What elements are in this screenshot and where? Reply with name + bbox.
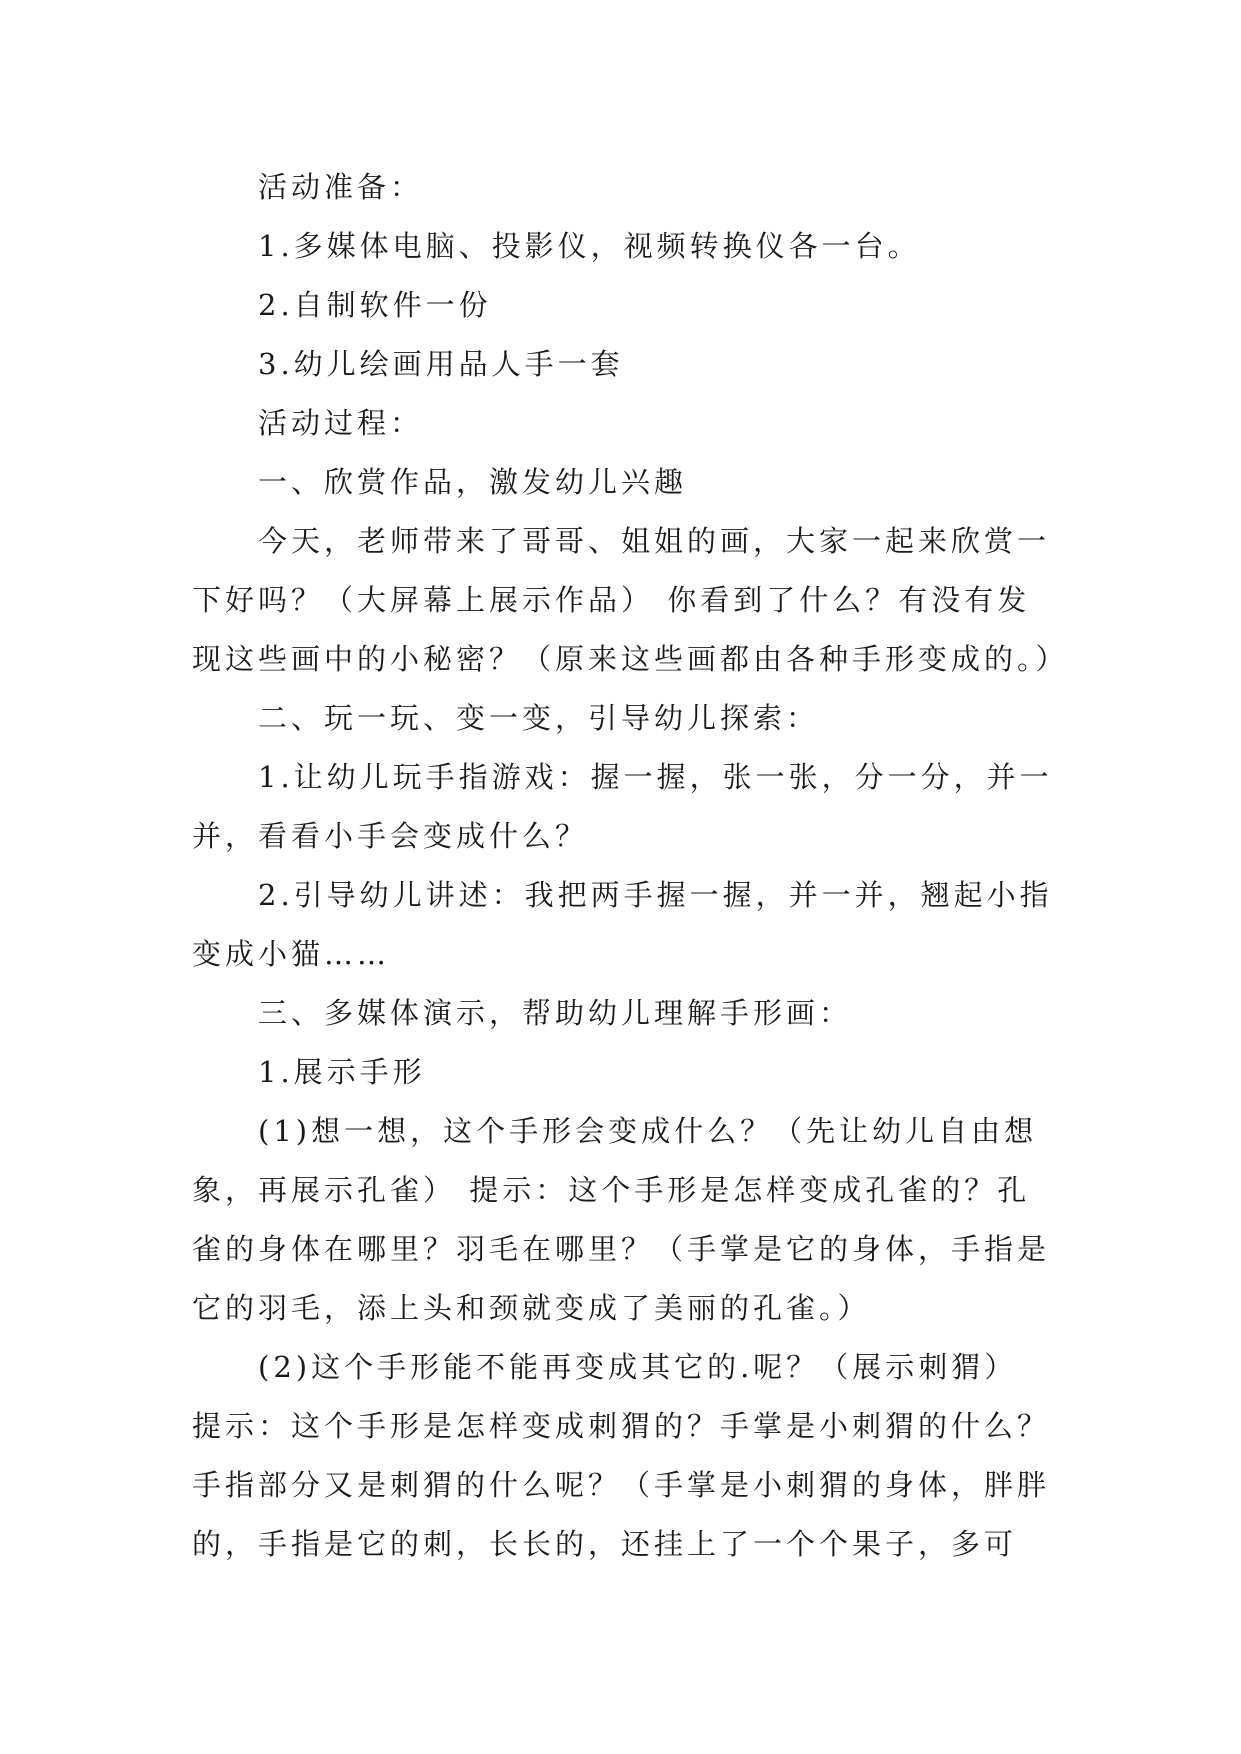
paragraph-line: 象，再展示孔雀） 提示：这个手形是怎样变成孔雀的？孔 bbox=[192, 1173, 1031, 1207]
document-paragraph bbox=[192, 276, 1072, 335]
document-paragraph bbox=[192, 217, 1072, 276]
document-paragraph bbox=[192, 1102, 1072, 1338]
paragraph-line: (2)这个手形能不能再变成其它的.呢？（展示刺猬） bbox=[258, 1350, 1018, 1384]
paragraph-line: 的，手指是它的刺，长长的，还挂上了一个个果子，多可 bbox=[192, 1527, 1018, 1561]
paragraph-line: 2.自制软件一份 bbox=[258, 288, 492, 322]
paragraph-line: 三、多媒体演示，帮助幼儿理解手形画： bbox=[258, 996, 853, 1030]
document-paragraph bbox=[192, 1338, 1072, 1574]
document-paragraph bbox=[192, 335, 1072, 394]
paragraph-line: 提示：这个手形是怎样变成刺猬的？手掌是小刺猬的什么？ bbox=[192, 1409, 1051, 1443]
document-paragraph bbox=[192, 512, 1072, 689]
document-paragraph bbox=[192, 748, 1072, 866]
paragraph-line: 活动过程： bbox=[258, 406, 424, 440]
paragraph-line: 下好吗？（大屏幕上展示作品） 你看到了什么？有没有发 bbox=[192, 583, 1031, 617]
paragraph-line: 二、玩一玩、变一变，引导幼儿探索： bbox=[258, 701, 820, 735]
document-paragraph bbox=[192, 1043, 1072, 1102]
document-body bbox=[192, 158, 1072, 1574]
paragraph-line: 手指部分又是刺猬的什么呢？（手掌是小刺猬的身体，胖胖 bbox=[192, 1468, 1051, 1502]
paragraph-line: 它的羽毛，添上头和颈就变成了美丽的孔雀。） bbox=[192, 1291, 871, 1325]
paragraph-line: 雀的身体在哪里？羽毛在哪里？（手掌是它的身体，手指是 bbox=[192, 1232, 1051, 1266]
paragraph-line: 并，看看小手会变成什么？ bbox=[192, 819, 589, 853]
paragraph-line: 现这些画中的小秘密？（原来这些画都由各种手形变成的。） bbox=[192, 642, 1069, 676]
document-paragraph bbox=[192, 866, 1072, 984]
paragraph-line: 今天，老师带来了哥哥、姐姐的画，大家一起来欣赏一 bbox=[258, 524, 1051, 558]
paragraph-line: 2.引导幼儿讲述：我把两手握一握，并一并，翘起小指 bbox=[258, 878, 1053, 912]
document-paragraph bbox=[192, 394, 1072, 453]
paragraph-line: (1)想一想，这个手形会变成什么？（先让幼儿自由想 bbox=[258, 1114, 1038, 1148]
paragraph-line: 1.让幼儿玩手指游戏：握一握，张一张，分一分，并一 bbox=[258, 760, 1053, 794]
document-paragraph bbox=[192, 453, 1072, 512]
paragraph-line: 一、欣赏作品，激发幼儿兴趣 bbox=[258, 465, 688, 499]
paragraph-line: 3.幼儿绘画用品人手一套 bbox=[258, 347, 624, 381]
paragraph-line: 1.多媒体电脑、投影仪，视频转换仪各一台。 bbox=[258, 229, 921, 263]
document-paragraph bbox=[192, 984, 1072, 1043]
paragraph-line: 活动准备： bbox=[258, 170, 424, 204]
document-paragraph bbox=[192, 689, 1072, 748]
paragraph-line: 1.展示手形 bbox=[258, 1055, 426, 1089]
document-paragraph bbox=[192, 158, 1072, 217]
paragraph-line: 变成小猫…… bbox=[192, 937, 391, 971]
